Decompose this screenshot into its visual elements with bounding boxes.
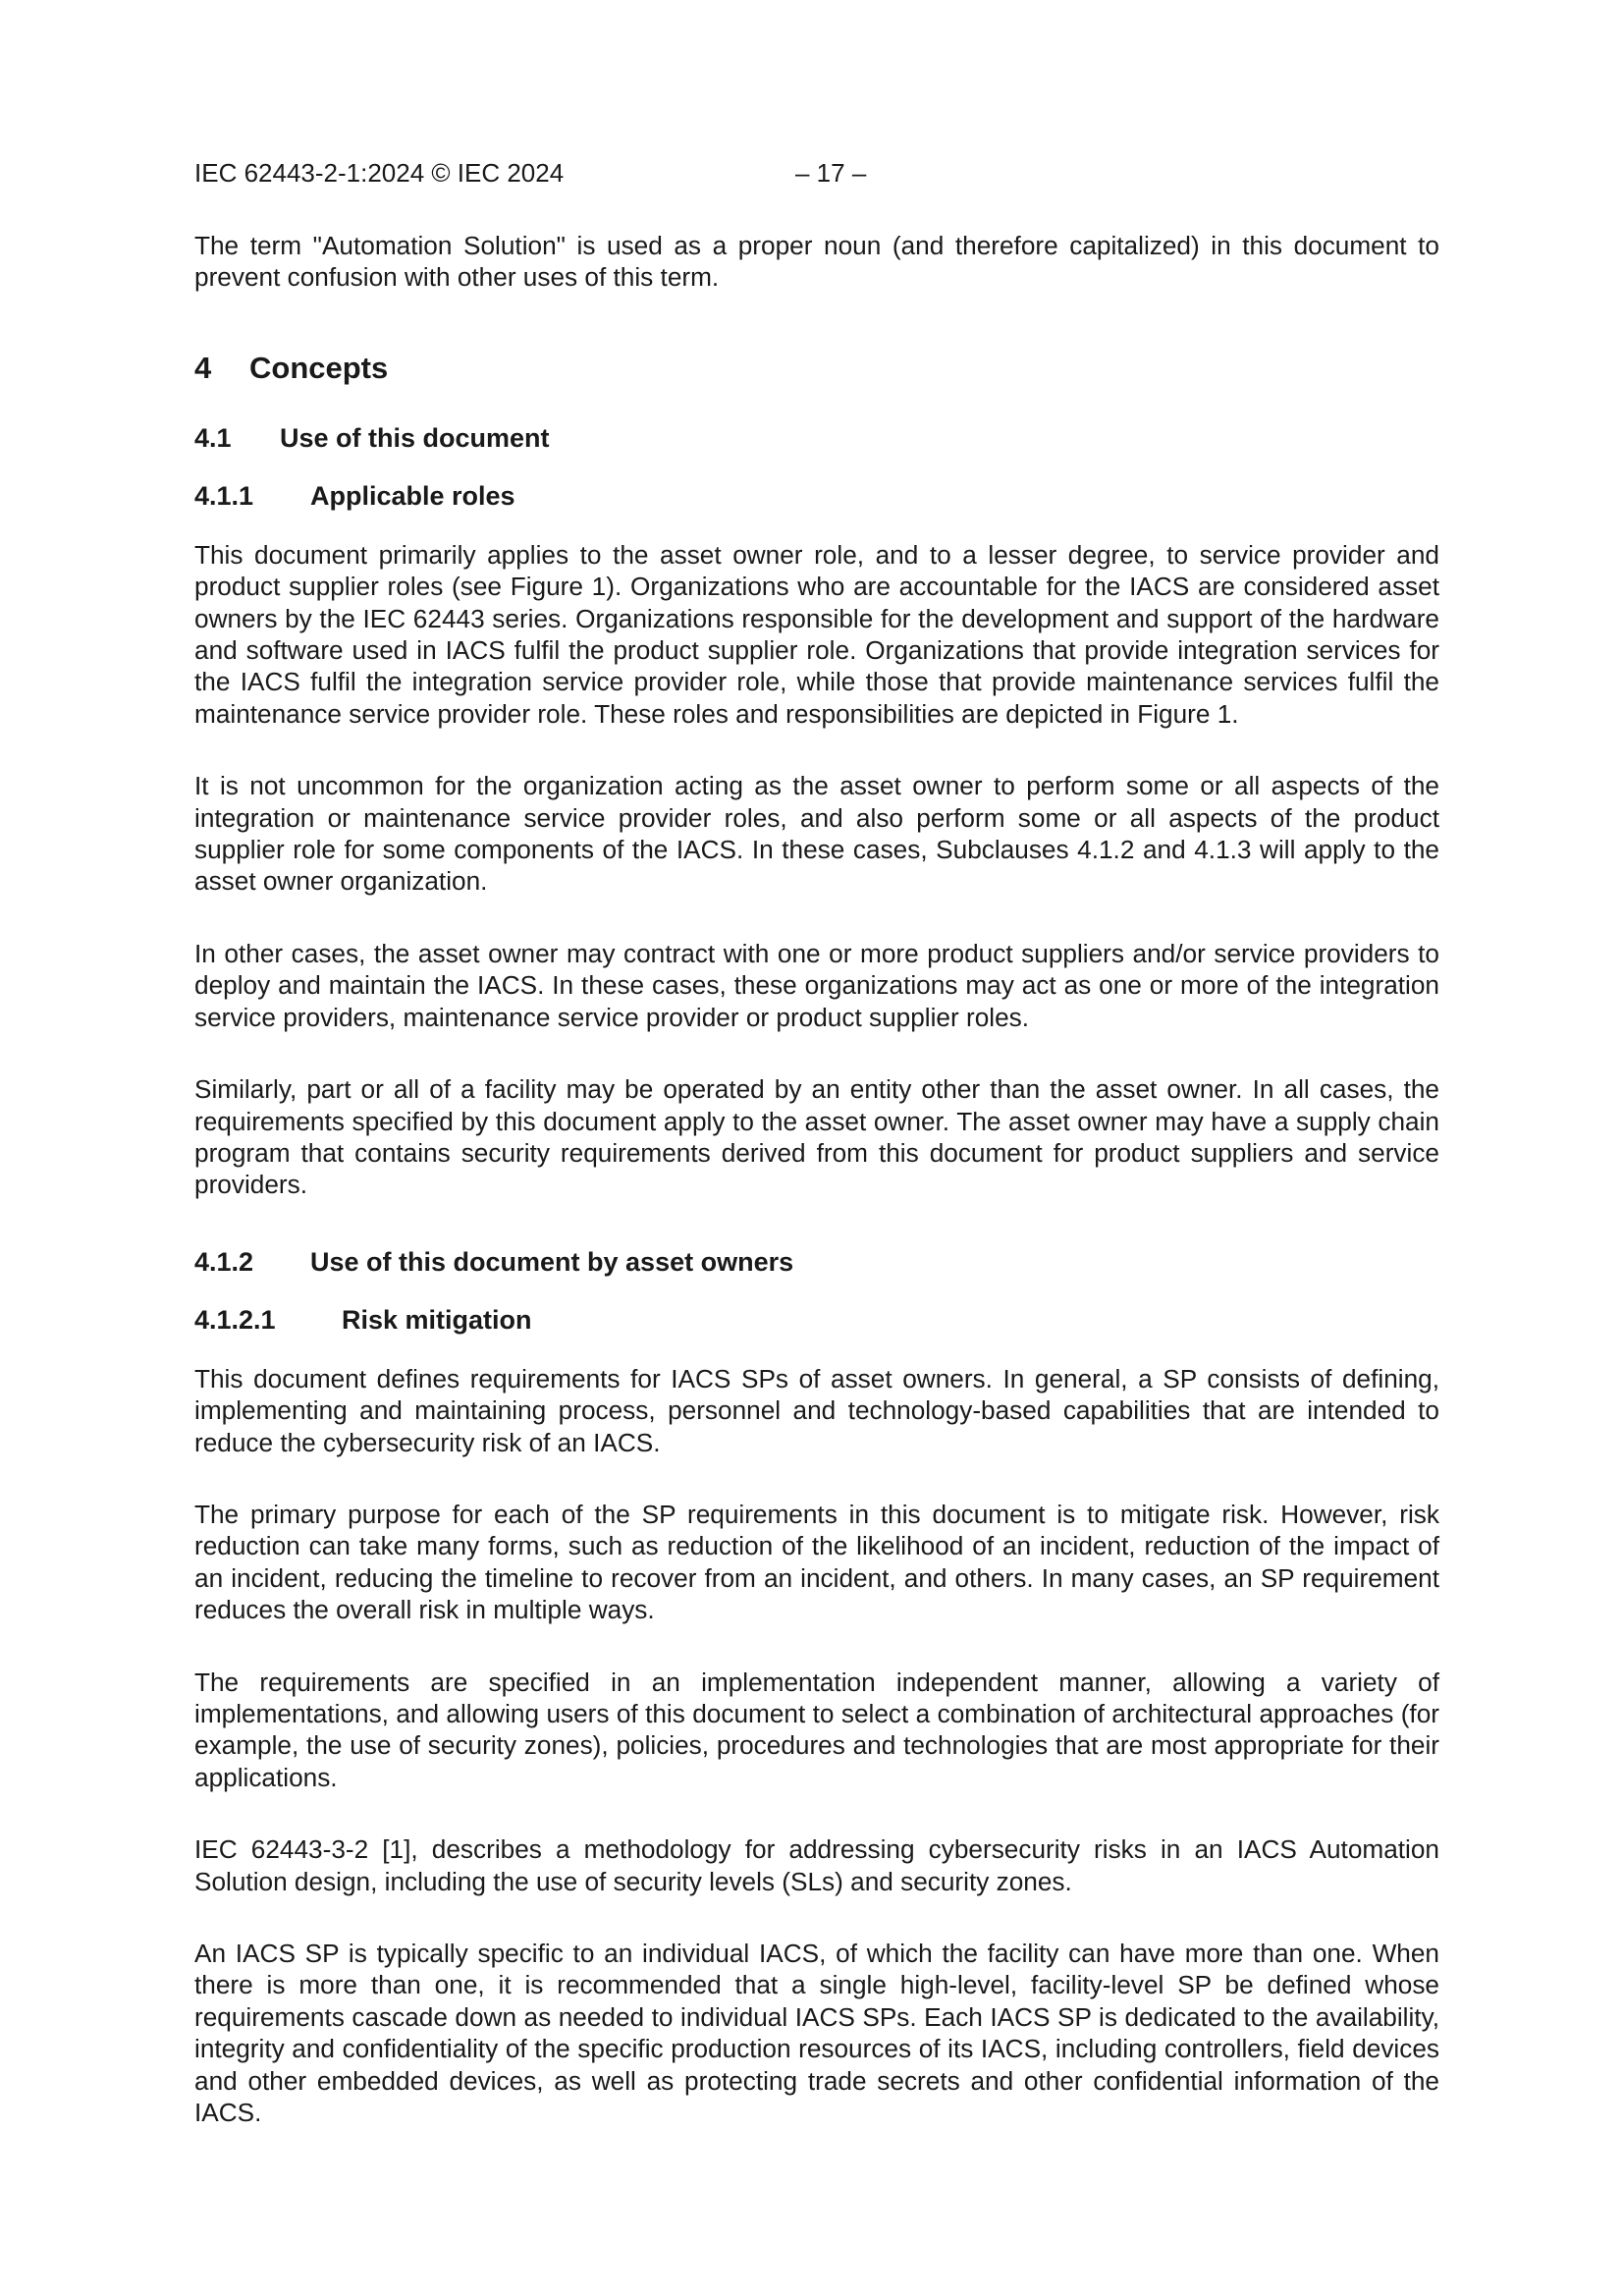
body-paragraph: It is not uncommon for the organization acting as the asset owner to perform some or all aspects of the integration or maintenance service provider roles, and also perform some or all aspects of the product supplier role for some components of the IACS. In these cases, Subclauses 4.1.2 and 4.1.3 will apply to the asset owner organization. bbox=[194, 771, 1439, 897]
section-title: Risk mitigation bbox=[342, 1304, 532, 1335]
section-number: 4.1.2 bbox=[194, 1246, 254, 1277]
body-paragraph: The requirements are specified in an implementation independent manner, allowing a variety of implementations, and allowing users of this document to select a combination of architectural approaches (for example, the use of security zones), policies, procedures and technologies that are most appropriate for their applications. bbox=[194, 1667, 1439, 1792]
section-heading-4-1 bbox=[194, 420, 1439, 456]
page-number: – 17 – bbox=[795, 158, 867, 188]
body-paragraph: In other cases, the asset owner may contract with one or more product suppliers and/or service providers to deploy and maintain the IACS. In these cases, these organizations may act as one or more of the integration service providers, maintenance service provider or product supplier roles. bbox=[194, 938, 1439, 1032]
body-paragraph: Similarly, part or all of a facility may be operated by an entity other than the asset owner. In all cases, the requirements specified by this document apply to the asset owner. The asset owner may have a supply chain program that contains security requirements derived from this document for product suppliers and service providers. bbox=[194, 1074, 1439, 1200]
body-paragraph: This document defines requirements for IACS SPs of asset owners. In general, a SP consists of defining, implementing and maintaining process, personnel and technology-based capabilities that are intended to reduce the cybersecurity risk of an IACS. bbox=[194, 1363, 1439, 1457]
section-title: Use of this document by asset owners bbox=[310, 1246, 794, 1277]
body-paragraph: This document primarily applies to the asset owner role, and to a lesser degree, to service provider and product supplier roles (see Figure 1). Organizations who are accountable for the IACS are considered asset owners by the IEC 62443 series. Organizations responsible for the development and support of the hardware and software used in IACS fulfil the product supplier role. Organizations that provide integration services for the IACS fulfil the integration service provider role, while those that provide maintenance services fulfil the maintenance service provider role. These roles and responsibilities are depicted in Figure 1. bbox=[194, 539, 1439, 729]
section-heading-4-1-2-1 bbox=[194, 1302, 1439, 1338]
section-title: Use of this document bbox=[280, 422, 550, 453]
body-paragraph: An IACS SP is typically specific to an individual IACS, of which the facility can have more than one. When there is more than one, it is recommended that a single high-level, facility-level SP be defined whose requirements cascade down as needed to individual IACS SPs. Each IACS SP is dedicated to the availability, integrity and confidentiality of the specific production resources of its IACS, including controllers, field devices and other embedded devices, as well as protecting trade secrets and other confidential information of the IACS. bbox=[194, 1939, 1439, 2128]
section-number: 4.1.1 bbox=[194, 480, 254, 511]
section-number: 4 bbox=[194, 350, 212, 385]
document-page bbox=[194, 153, 1439, 2128]
body-paragraph: IEC 62443-3-2 [1], describes a methodology for addressing cybersecurity risks in an IACS Automation Solution design, including the use of security levels (SLs) and security zones. bbox=[194, 1834, 1439, 1896]
section-heading-4-1-2 bbox=[194, 1244, 1439, 1280]
document-identifier: IEC 62443-2-1:2024 © IEC 2024 bbox=[194, 158, 565, 188]
section-heading-4 bbox=[194, 349, 1439, 388]
section-number: 4.1.2.1 bbox=[194, 1304, 276, 1335]
section-title: Concepts bbox=[249, 350, 389, 385]
page-header bbox=[194, 153, 1439, 192]
section-number: 4.1 bbox=[194, 422, 232, 453]
section-heading-4-1-1 bbox=[194, 478, 1439, 514]
intro-paragraph: The term "Automation Solution" is used as a proper noun (and therefore capitalized) in this document to prevent confusion with other uses of this term. bbox=[194, 231, 1439, 293]
section-title: Applicable roles bbox=[310, 480, 515, 511]
body-paragraph: The primary purpose for each of the SP requirements in this document is to mitigate risk. However, risk reduction can take many forms, such as reduction of the likelihood of an incident, reduction of the impact of an incident, reducing the timeline to recover from an incident, and others. In many cases, an SP requirement reduces the overall risk in multiple ways. bbox=[194, 1499, 1439, 1625]
